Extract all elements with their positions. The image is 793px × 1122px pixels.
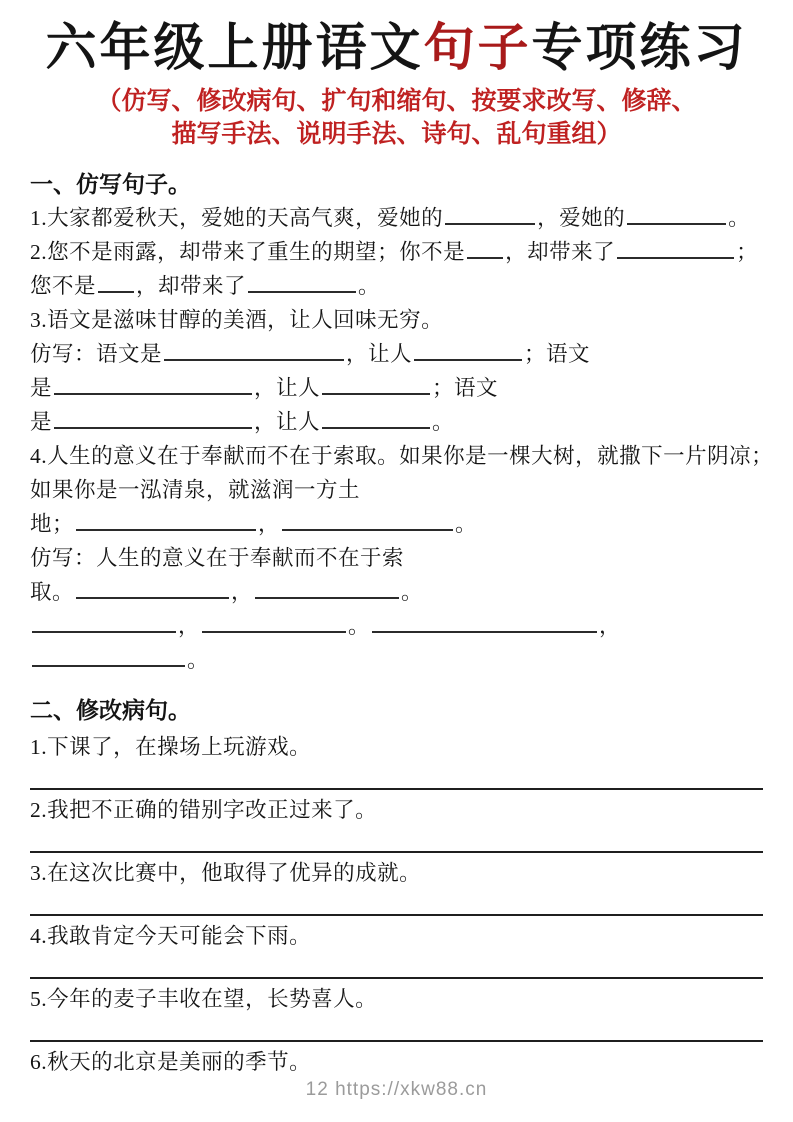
answer-line [30,788,763,790]
fill-in-blank [255,585,399,599]
fill-in-blank [282,517,453,531]
worksheet-body [30,169,774,1077]
fill-in-blank [414,347,522,361]
exercise-line: 6.秋天的北京是美丽的季节。 [30,1049,312,1074]
page-title-post: 专项练习 [531,21,748,77]
fill-in-blank [54,415,252,429]
exercise-line: 2.您不是雨露，却带来了重生的期望；你不是 ，却带来了 ； [30,239,759,264]
answer-line [30,977,763,979]
fill-in-blank [32,653,185,667]
exercise-line: 仿写：人生的意义在于奉献而不在于索 [30,545,405,570]
exercise-line: 您不是 ，却带来了 。 [30,273,381,298]
page-title-pre: 六年级上册语文 [45,21,424,77]
exercise-line: 4.我敢肯定今天可能会下雨。 [30,923,312,948]
answer-line [30,851,763,853]
subtitle-line-2: 描写手法、说明手法、诗句、乱句重组） [171,120,622,148]
answer-line [30,1040,763,1042]
exercise-line: 1.大家都爱秋天，爱她的天高气爽，爱她的 ，爱她的 。 [30,205,751,230]
exercise-line: 地； ， 。 [30,511,478,536]
fill-in-blank [627,211,726,225]
fill-in-blank [467,245,503,259]
fill-in-blank [32,619,176,633]
exercise-line: 1.下课了，在操场上玩游戏。 [30,734,312,759]
fill-in-blank [372,619,597,633]
fill-in-blank [164,347,344,361]
exercise-line: 4.人生的意义在于奉献而不在于索取。如果你是一棵大树，就撒下一片阴凉； [30,443,774,468]
answer-line [30,914,763,916]
subtitle-line-1: （仿写、修改病句、扩句和缩句、按要求改写、修辞、 [96,87,697,115]
fill-in-blank [617,245,734,259]
exercise-line: 5.今年的麦子丰收在望，长势喜人。 [30,986,378,1011]
subtitle [30,85,763,151]
fill-in-blank [54,381,252,395]
fill-in-blank [76,517,256,531]
fill-in-blank [445,211,535,225]
fill-in-blank [76,585,229,599]
fill-in-blank [322,381,430,395]
page-title-highlight: 句子 [423,21,532,77]
exercise-line: 3.在这次比赛中，他取得了优异的成就。 [30,860,422,885]
exercise-line: 3.语文是滋味甘醇的美酒，让人回味无穷。 [30,307,444,332]
footer-watermark: 12 https://xkw88.cn [305,1078,488,1100]
fill-in-blank [248,279,356,293]
exercise-line: 如果你是一泓清泉，就滋润一方土 [30,477,361,502]
exercise-line: 。 [30,643,763,677]
fill-in-blank [322,415,430,429]
fill-in-blank [98,279,134,293]
exercise-line: 2.我把不正确的错别字改正过来了。 [30,797,378,822]
page-title [30,20,763,79]
fill-in-blank [202,619,346,633]
section-heading-1: 一、仿写句子。 [30,171,191,197]
exercise-line: ， 。 ， [30,609,763,643]
exercise-line: 是 ，让人 。 [30,409,455,434]
exercise-line: 取。 ， 。 [30,579,424,604]
exercise-line: 是 ，让人 ；语文 [30,375,499,400]
exercise-line: 仿写：语文是 ，让人 ；语文 [30,341,591,366]
section-heading-2: 二、修改病句。 [30,697,191,723]
